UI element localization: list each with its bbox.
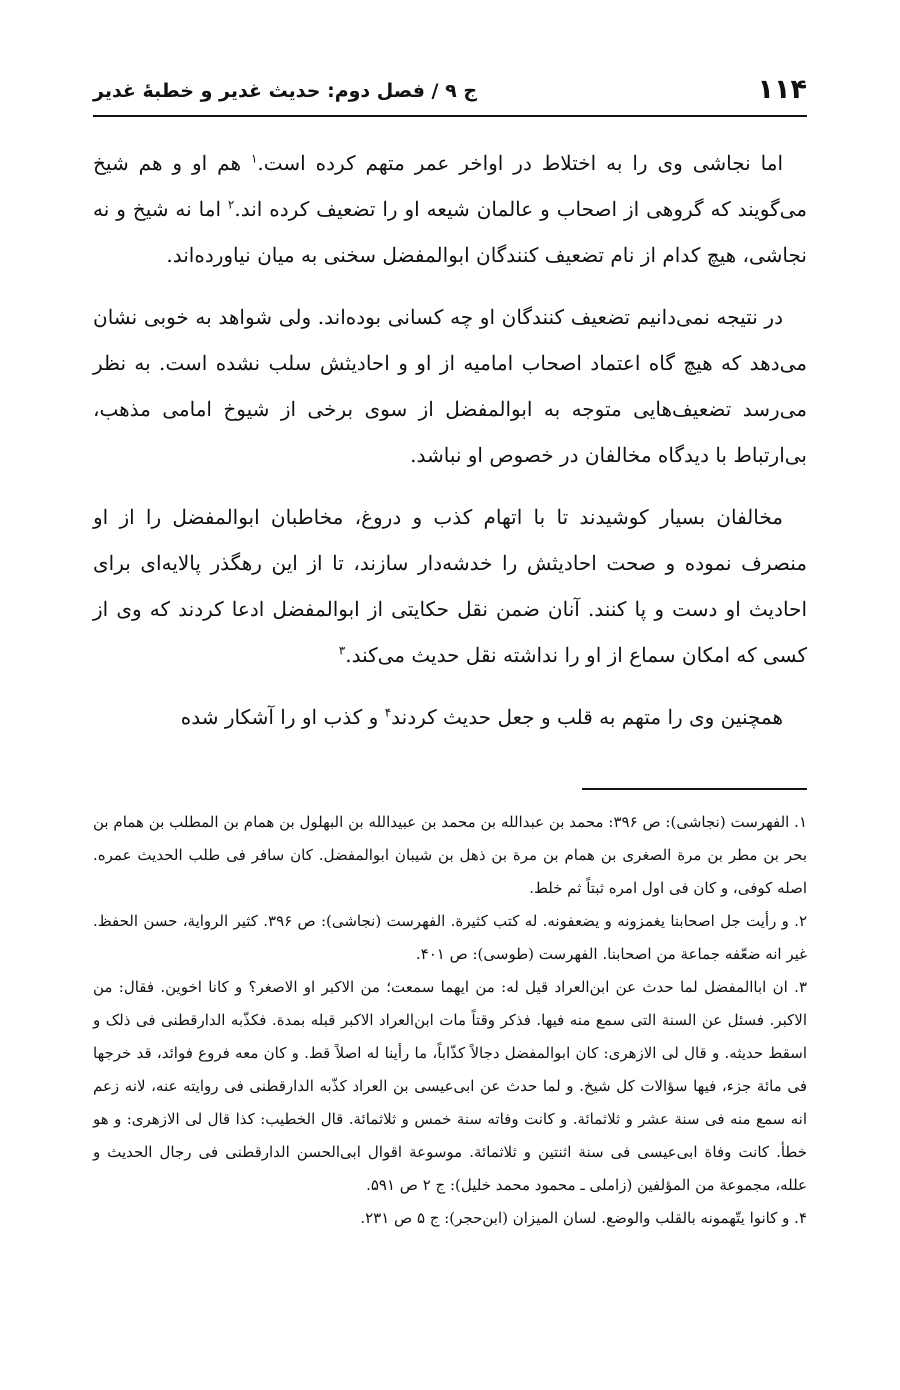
paragraph-3: مخالفان بسیار کوشیدند تا با اتهام کذب و دروغ، مخاطبان ابوالمفضل را از او منصرف نموده و صحت احادیثش را خدشه‌دار سازند، تا از این رهگذر پالایه‌ای برای احادیث او دست و پا کنند. آنان ضمن نقل حکایتی از ابوالمفضل ادعا کردند که وی از کسی که امکان سماع از او را نداشته نقل حدیث می‌کند.$^۳$ <box>93 505 807 667</box>
footnote-ref-3: ۳ <box>338 643 346 658</box>
footnote-3: ۳. ان اباالمفضل لما حدث عن ابن‌العراد قیل له: من ایهما سمعت؛ من الاکبر او الاصغر؟ و کانا اخوین. فقال: من الاکبر. فسئل عن السنة التی سمع منه فیها. فذکر وقتاً مات ابن‌العراد الاکبر قبله بمدة. فکذّبه الدارقطنی فی ذلک و اسقط حدیثه. و قال لی الازهری: کان ابوالمفضل دجالاً کذّاباً، ما رأینا له اصلاً قط. و کان معه فروع فوائد، قد خرجها فی مائة جزء، فیها سؤالات کل شیخ. و لما حدث عن ابی‌عیسی بن العراد کذّبه الدارقطنی فی روایته عنه، لانه زعم انه سمع منه فی سنة عشر و ثلاثمائة. و کانت وفاته سنة خمس و ثلاثمائة. قال الخطیب: کذا قال لی الازهری: و هو خطأ. کانت وفاة ابی‌عیسی فی سنة اثنتین و ثلاثمائة. موسوعة اقوال ابی‌الحسن الدارقطنی فی رجال الحدیث و علله، مجموعة من المؤلفین (زاملی ـ محمود محمد خلیل): ج ۲ ص ۵۹۱. <box>93 978 807 1194</box>
main-text <box>93 140 807 740</box>
paragraph-1: اما نجاشی وی را به اختلاط در اواخر عمر متهم کرده است.$^۱$ هم او و هم شیخ می‌گویند که گروهی از اصحاب و عالمان شیعه او را تضعیف کرده اند.$^۲$ اما نه شیخ و نه نجاشی، هیچ کدام از نام تضعیف کنندگان ابوالمفضل سخنی به میان نیاورده‌اند. <box>93 151 807 267</box>
footnote-ref-4: ۴ <box>384 705 392 720</box>
footnote-2: ۲. و رأیت جل اصحابنا یغمزونه و یضعفونه. له کتب کثیرة. الفهرست (نجاشی): ص ۳۹۶. کثیر الروایة، حسن الحفظ. غیر انه ضعّفه جماعة من اصحابنا. الفهرست (طوسی): ص ۴۰۱. <box>93 912 807 963</box>
page-number: ۱۱۴ <box>757 74 807 105</box>
footnote-ref-2: ۲ <box>227 197 235 212</box>
page-header <box>93 72 807 110</box>
header-rule <box>93 115 807 117</box>
paragraph-2: در نتیجه نمی‌دانیم تضعیف کنندگان او چه کسانی بوده‌اند. ولی شواهد به خوبی نشان می‌دهد که هیچ گاه اعتماد اصحاب امامیه از او و احادیثش سلب نشده است. به نظر می‌رسد تضعیف‌هایی متوجه به ابوالمفضل از سوی برخی از شیوخ امامی مذهب، بی‌ارتباط با دیدگاه مخالفان در خصوص او نباشد. <box>93 305 807 467</box>
running-title: ج ۹ / فصل دوم: حدیث غدیر و خطبهٔ غدیر <box>93 80 478 102</box>
footnote-1: ۱. الفهرست (نجاشی): ص ۳۹۶: محمد بن عبدالله بن محمد بن عبیدالله بن البهلول بن همام بن المطلب بن همام بن بحر بن مطر بن مرة الصغری بن همام بن مرة بن ذهل بن شیبان ابوالمفضل. کان سافر فی طلب الحدیث عمره. اصله کوفی، و کان فی اول امره ثبتاً ثم خلط. <box>93 813 808 897</box>
footnotes <box>93 806 807 1235</box>
footnote-separator <box>582 788 807 790</box>
paragraph-4: همچنین وی را متهم به قلب و جعل حدیث کردند$^۴$ و کذب او را آشکار شده <box>180 705 783 729</box>
footnote-ref-1: ۱ <box>250 151 258 166</box>
footnote-4: ۴. و کانوا یتّهمونه بالقلب والوضع. لسان المیزان (ابن‌حجر): ج ۵ ص ۲۳۱. <box>360 1209 807 1227</box>
